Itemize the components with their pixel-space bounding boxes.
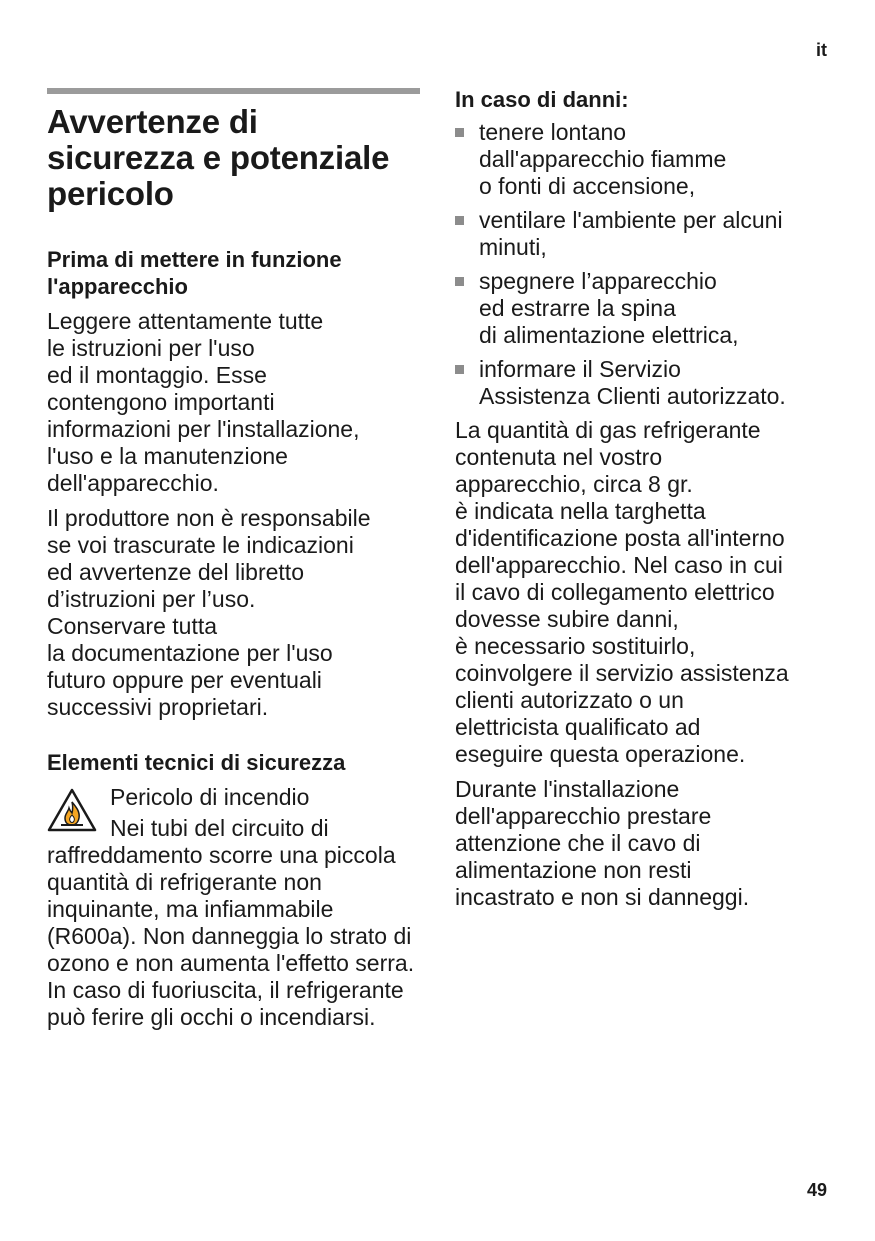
language-label: it xyxy=(816,40,827,60)
section-heading-before-use: Prima di mettere in funzione l'apparecchio xyxy=(47,247,342,299)
list-item: ventilare l'ambiente per alcuni minuti, xyxy=(455,207,835,261)
list-item: tenere lontano dall'apparecchio fiamme o fonti di accensione, xyxy=(455,119,835,200)
bullet-square-icon xyxy=(455,128,464,137)
paragraph-installation-cable: Durante l'installazione dell'apparecchio prestare attenzione che il cavo di alimentazione non resti incastrato e non si danneggi. xyxy=(455,776,750,910)
fire-warning-block xyxy=(47,784,420,1031)
paragraph-read-instructions: Leggere attentamente tutte le istruzioni per l'uso ed il montaggio. Esse contengono importanti informazioni per l'installazione, l'uso e la manutenzione dell'apparecchio. xyxy=(47,308,360,496)
section-heading-safety-elements: Elementi tecnici di sicurezza xyxy=(47,750,346,775)
list-item: spegnere l’apparecchio ed estrarre la spina di alimentazione elettrica, xyxy=(455,268,835,349)
left-column xyxy=(47,88,420,1031)
bullet-square-icon xyxy=(455,365,464,374)
damage-instructions-list xyxy=(455,119,835,410)
warning-text: Nei tubi del circuito di raffreddamento scorre una piccola quantità di refrigerante non inquinante, ma infiammabile (R600a). Non danneggia lo strato di ozono e non aumenta l'effetto serra. In caso di fuoriuscita, il refrigerante può ferire gli occhi o incendiarsi. xyxy=(47,815,415,1030)
page-title: Avvertenze di sicurezza e potenziale pericolo xyxy=(47,103,390,212)
title-rule xyxy=(47,88,420,94)
right-column xyxy=(455,86,835,919)
list-item: informare il Servizio Assistenza Clienti autorizzato. xyxy=(455,356,835,410)
bullet-square-icon xyxy=(455,277,464,286)
damage-heading: In caso di danni: xyxy=(455,87,629,112)
page-number: 49 xyxy=(806,1180,827,1200)
paragraph-refrigerant-quantity: La quantità di gas refrigerante contenuta nel vostro apparecchio, circa 8 gr. è indicata nella targhetta d'identificazione posta all'interno dell'apparecchio. Nel caso in cui il cavo di collegamento elettrico dovesse subire danni, è necessario sostituirlo, coinvolgere il servizio assistenza clienti autorizzato o un elettricista qualificato ad eseguire questa operazione. xyxy=(455,417,789,767)
warning-title: Pericolo di incendio xyxy=(110,784,310,810)
paragraph-manufacturer-responsibility: Il produttore non è responsabile se voi trascurate le indicazioni ed avvertenze del libretto d’istruzioni per l’uso. Conservare tutta la documentazione per l'uso futuro oppure per eventuali successivi proprietari. xyxy=(47,505,371,720)
bullet-square-icon xyxy=(455,216,464,225)
fire-warning-icon xyxy=(47,788,97,832)
